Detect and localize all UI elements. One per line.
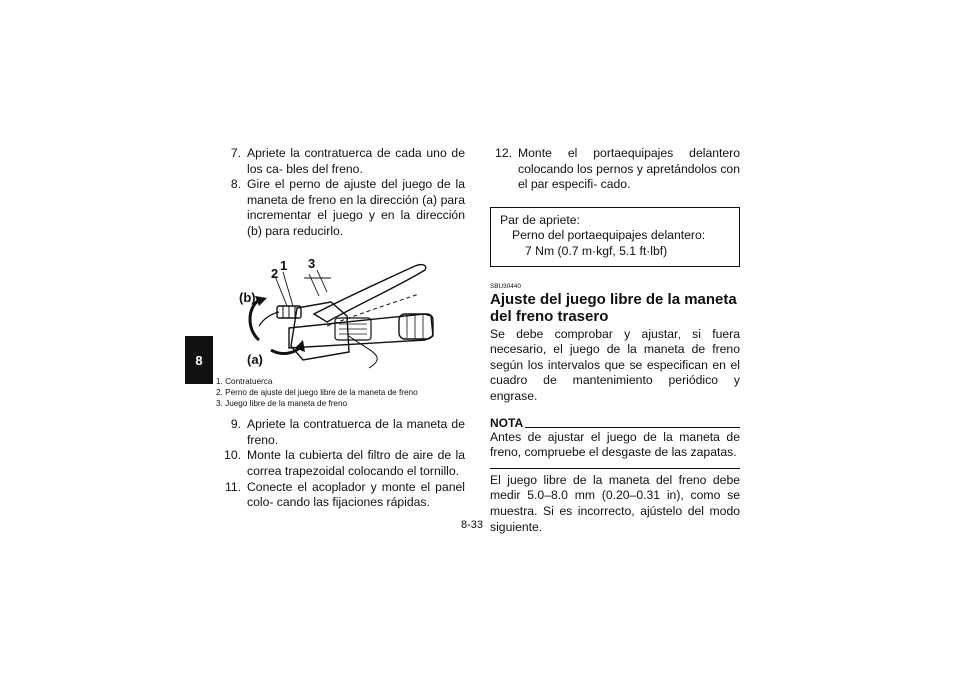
torque-label: Par de apriete: <box>500 212 580 227</box>
step-text: Gire el perno de ajuste del juego de la maneta de freno en la dirección (a) para incrementar el juego y en la dirección (b) para reducirlo. <box>247 177 465 238</box>
section-tab: 8 <box>185 336 213 384</box>
step-text: Conecte el acoplador y monte el panel colo- cando las fijaciones rápidas. <box>247 479 465 510</box>
label-a: (a) <box>247 351 263 367</box>
step-10 <box>219 448 465 479</box>
nota-text: Antes de ajustar el juego de la maneta de freno, compruebe el desgaste de las zapatas. <box>490 429 740 460</box>
intro-paragraph: Se debe comprobar y ajustar, si fuera necesario, el juego de la maneta de freno según los intervalos que se especifican en el cuadro de mantenimiento periódico y engrase. <box>490 326 740 403</box>
page-number: 8-33 <box>461 519 484 531</box>
right-column <box>490 146 740 535</box>
step-number: 9. <box>230 417 241 432</box>
section-code: SBU30440 <box>490 282 521 290</box>
caption-item: 3. Juego libre de la maneta de freno <box>216 398 348 408</box>
torque-spec-box <box>490 207 740 267</box>
step-text: Monte el portaequipajes delantero colocando los pernos y apretándolos con el par especifi- cado. <box>518 146 740 192</box>
step-number: 7. <box>230 146 241 160</box>
section-heading: Ajuste del juego libre de la maneta del freno trasero <box>490 290 737 325</box>
step-text: Apriete la contratuerca de la maneta de freno. <box>247 417 465 447</box>
nota-end-rule <box>490 468 740 469</box>
nota-rule <box>525 427 740 428</box>
label-1: 1 <box>280 257 288 273</box>
figure-caption <box>216 376 465 410</box>
step-number: 10. <box>224 448 241 463</box>
step-11 <box>219 480 465 511</box>
brake-lever-illustration <box>219 256 465 376</box>
step-9 <box>219 417 465 448</box>
torque-value: 7 Nm (0.7 m·kgf, 5.1 ft·lbf) <box>525 243 668 258</box>
free-play-paragraph: El juego libre de la maneta del freno debe medir 5.0–8.0 mm (0.20–0.31 in), como se muestra. Si es incorrecto, ajústelo del modo siguiente. <box>490 472 740 534</box>
step-text: Monte la cubierta del filtro de aire de la correa trapezoidal colocando el tornillo. <box>247 448 465 478</box>
step-8 <box>219 177 465 239</box>
step-number: 8. <box>230 177 241 192</box>
left-column <box>216 146 465 511</box>
torque-item: Perno del portaequipajes delantero: <box>512 228 706 243</box>
step-7 <box>219 146 465 177</box>
nota-header <box>490 417 740 430</box>
caption-item: 2. Perno de ajuste del juego libre de la maneta de freno <box>216 387 418 397</box>
step-number: 12. <box>495 146 512 160</box>
label-2: 2 <box>271 265 279 281</box>
step-number: 11. <box>224 479 241 494</box>
nota-label: NOTA <box>490 415 524 430</box>
step-12 <box>490 146 740 193</box>
step-text: Apriete la contratuerca de cada uno de los ca- bles del freno. <box>247 146 465 176</box>
label-b: (b) <box>239 289 256 305</box>
label-3: 3 <box>308 255 316 271</box>
caption-item: 1. Contratuerca <box>216 376 273 386</box>
